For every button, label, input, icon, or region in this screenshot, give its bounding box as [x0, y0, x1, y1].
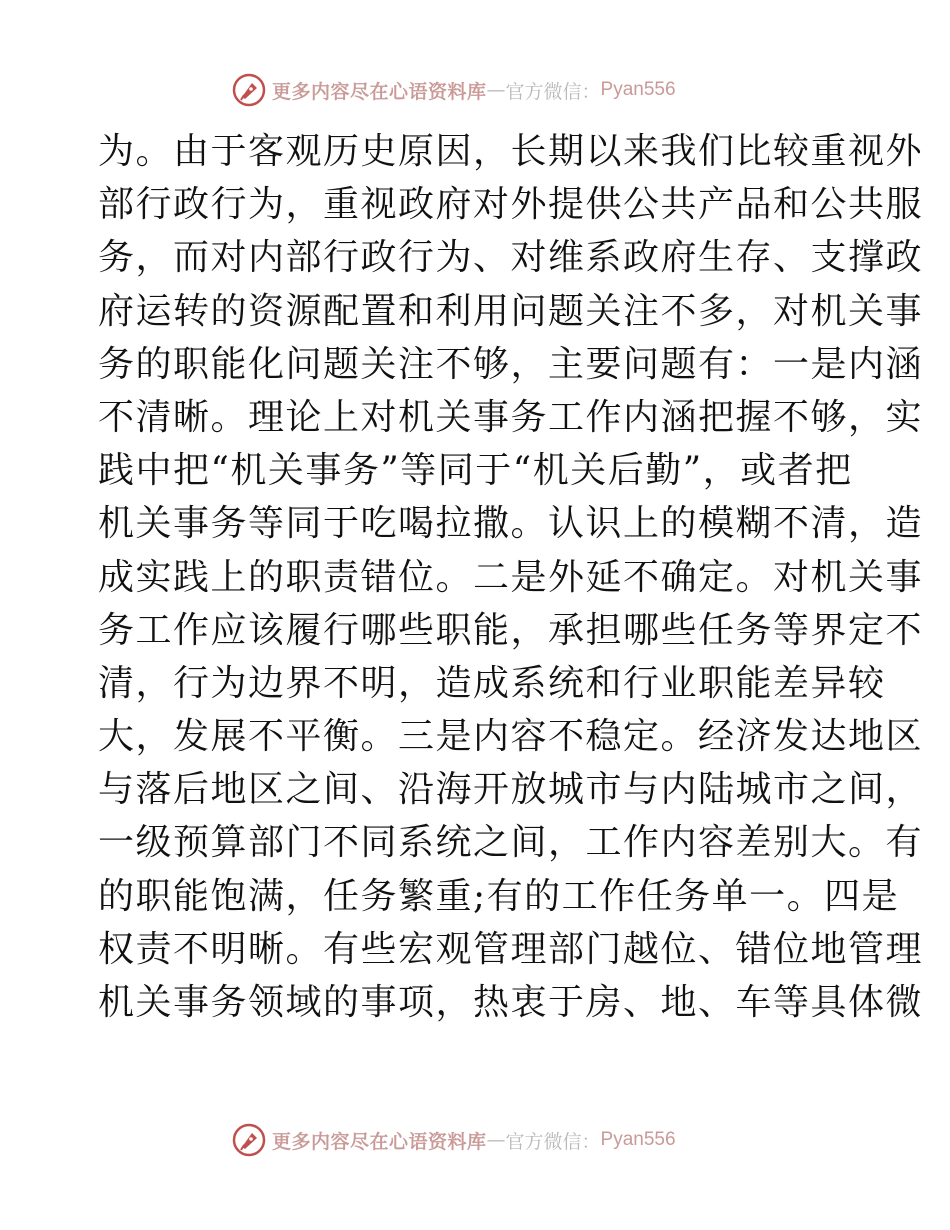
body-line: 务工作应该履行哪些职能，承担哪些任务等界定不 — [98, 609, 924, 651]
pen-nib-circle-icon — [232, 73, 266, 107]
body-line: 府运转的资源配置和利用问题关注不多，对机关事 — [98, 290, 924, 332]
body-line: 成实践上的职责错位。二是外延不确定。对机关事 — [98, 556, 924, 598]
body-line: 部行政行为，重视政府对外提供公共产品和公共服 — [98, 184, 924, 226]
watermark-label: 官方微信： — [505, 1130, 601, 1153]
body-line: 机关事务领域的事项，热衷于房、地、车等具体微 — [98, 982, 924, 1023]
body-text — [98, 125, 924, 1029]
watermark-account: Pyan556 — [600, 79, 676, 100]
body-line: 机关事务等同于吃喝拉撒。认识上的模糊不清，造 — [98, 503, 924, 545]
body-line: 为。由于客观历史原因，长期以来我们比较重视外 — [98, 131, 924, 172]
body-line: 权责不明晰。有些宏观管理部门越位、错位地管理 — [98, 928, 924, 970]
body-line: 不清晰。理论上对机关事务工作内涵把握不够，实 — [98, 396, 924, 438]
watermark-separator: — — [486, 1129, 506, 1151]
watermark-label: 官方微信： — [505, 80, 601, 103]
footer-watermark — [232, 1120, 676, 1160]
pen-nib-circle-icon — [232, 1123, 266, 1157]
body-line: 务的职能化问题关注不够，主要问题有：一是内涵 — [98, 343, 924, 385]
body-line: 践中把“机关事务”等同于“机关后勤”，或者把 — [98, 450, 853, 492]
watermark-account: Pyan556 — [600, 1129, 676, 1150]
header-watermark — [232, 70, 676, 110]
watermark-main-text: 更多内容尽在心语资料库 — [272, 80, 487, 103]
body-line: 大，发展不平衡。三是内容不稳定。经济发达地区 — [98, 716, 924, 758]
watermark-main-text: 更多内容尽在心语资料库 — [272, 1130, 487, 1153]
body-line: 清，行为边界不明，造成系统和行业职能差异较 — [98, 662, 886, 704]
watermark-separator: — — [486, 79, 506, 101]
body-line: 与落后地区之间、沿海开放城市与内陆城市之间， — [98, 769, 924, 811]
body-line: 的职能饱满，任务繁重;有的工作任务单一。四是 — [98, 875, 900, 917]
body-line: 一级预算部门不同系统之间，工作内容差别大。有 — [98, 822, 924, 864]
body-line: 务，而对内部行政行为、对维系政府生存、支撑政 — [98, 237, 924, 279]
